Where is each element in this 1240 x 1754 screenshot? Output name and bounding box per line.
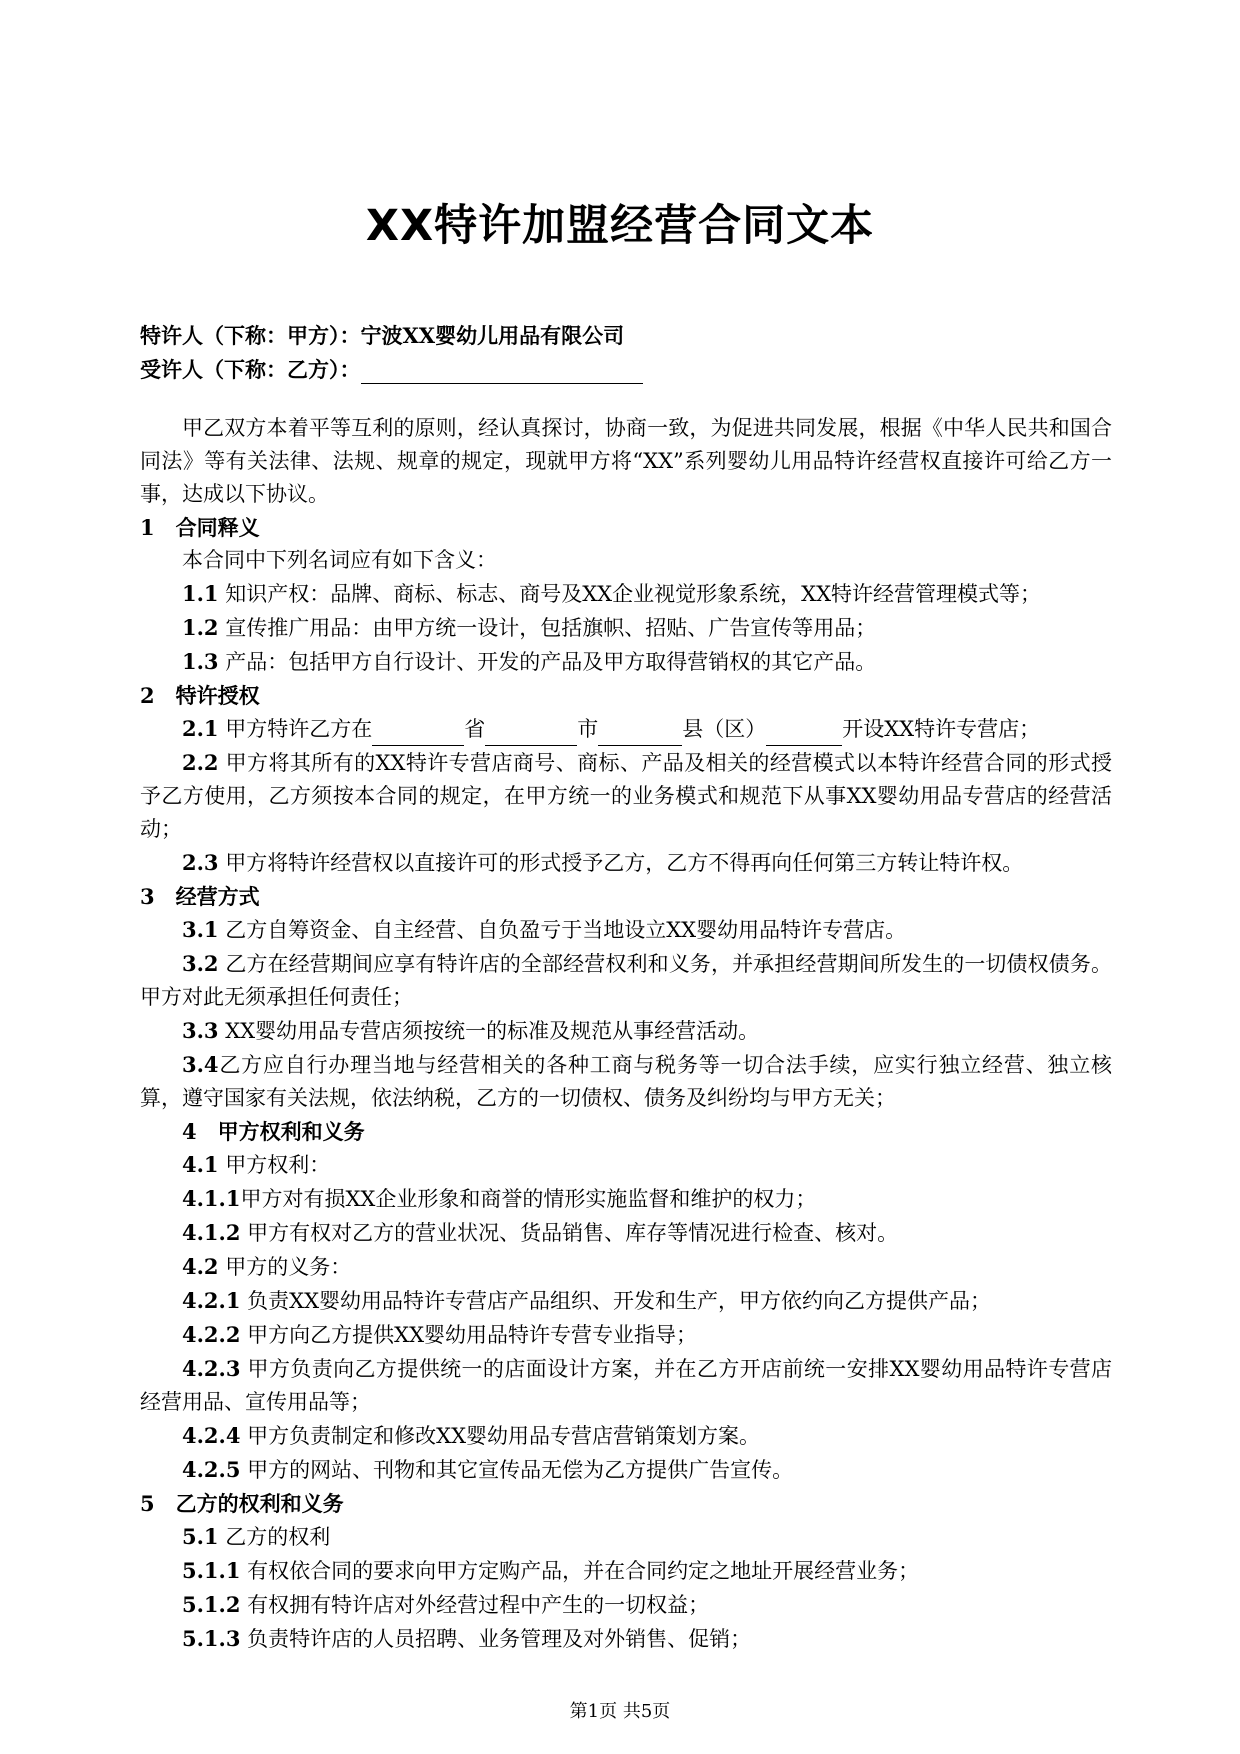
clause-4-2-4: 4.2.4 甲方负责制定和修改XX婴幼用品专营店营销策划方案。 [182,1423,761,1448]
intro-paragraph: 甲乙双方本着平等互利的原则，经认真探讨，协商一致，为促进共同发展，根据《中华人民共和国合同法》等有关法律、法规、规章的规定，现就甲方将“XX”系列婴幼儿用品特许经营权直接许可给乙方一事，达成以下协议。 [140,416,1112,506]
clause-2-1: 2.1 甲方特许乙方在 省 市 县（区） 开设XX特许专营店； [140,712,1112,746]
clause-5-1-2: 5.1.2 有权拥有特许店对外经营过程中产生的一切权益； [182,1592,710,1617]
party-a-line: 特许人（下称：甲方）：宁波XX婴幼儿用品有限公司 [140,323,625,348]
page-number: 第1页 共5页 [569,1701,671,1722]
clause-3-2: 3.2 乙方在经营期间应享有特许店的全部经营权利和义务，并承担经营期间所发生的一切债权债务。甲方对此无须承担任何责任； [140,951,1112,1009]
clause-5-1-1: 5.1.1 有权依合同的要求向甲方定购产品，并在合同约定之地址开展经营业务； [182,1558,920,1583]
document-title: XX特许加盟经营合同文本 [365,201,875,251]
clause-4-1-1: 4.1.1甲方对有损XX企业形象和商誉的情形实施监督和维护的权力； [182,1186,817,1211]
province-blank[interactable] [372,723,464,746]
location-blank[interactable] [766,723,842,746]
section-1-lead: 本合同中下列名词应有如下含义： [182,548,497,572]
clause-2-3: 2.3 甲方将特许经营权以直接许可的形式授予乙方，乙方不得再向任何第三方转让特许权。 [182,850,1024,875]
clause-5-1-3: 5.1.3 负责特许店的人员招聘、业务管理及对外销售、促销； [182,1626,752,1651]
county-blank[interactable] [598,723,682,746]
clause-1-2: 1.2 宣传推广用品：由甲方统一设计，包括旗帜、招贴、广告宣传等用品； [182,615,877,640]
contract-body [140,412,1112,1656]
section-3-heading: 3 经营方式 [140,884,260,909]
clause-3-4: 3.4乙方应自行办理当地与经营相关的各种工商与税务等一切合法手续，应实行独立经营、独立核算，遵守国家有关法规，依法纳税，乙方的一切债权、债务及纠纷均与甲方无关； [140,1052,1112,1110]
clause-4-2-3: 4.2.3 甲方负责向乙方提供统一的店面设计方案，并在乙方开店前统一安排XX婴幼用品特许专营店经营用品、宣传用品等； [140,1356,1112,1414]
clause-4-2-1: 4.2.1 负责XX婴幼用品特许专营店产品组织、开发和生产，甲方依约向乙方提供产品； [182,1288,992,1313]
section-1-heading: 1 合同释义 [140,515,260,540]
clause-1-1: 1.1 知识产权：品牌、商标、标志、商号及XX企业视觉形象系统，XX特许经营管理模式等； [182,581,1042,606]
party-b-blank[interactable] [361,361,643,384]
section-4-heading: 4 甲方权利和义务 [182,1119,365,1144]
clause-1-3: 1.3 产品：包括甲方自行设计、开发的产品及甲方取得营销权的其它产品。 [182,649,877,674]
clause-3-3: 3.3 XX婴幼用品专营店须按统一的标准及规范从事经营活动。 [182,1018,760,1043]
party-b-label: 受许人（下称：乙方）： [140,357,361,382]
clause-4-2-5: 4.2.5 甲方的网站、刊物和其它宣传品无偿为乙方提供广告宣传。 [182,1457,794,1482]
clause-4-1-2: 4.1.2 甲方有权对乙方的营业状况、货品销售、库存等情况进行检查、核对。 [182,1220,899,1245]
city-blank[interactable] [485,723,577,746]
clause-3-1: 3.1 乙方自筹资金、自主经营、自负盈亏于当地设立XX婴幼用品特许专营店。 [182,917,907,942]
clause-4-2-2: 4.2.2 甲方向乙方提供XX婴幼用品特许专营专业指导； [182,1322,698,1347]
clause-4-2: 4.2 甲方的义务： [182,1254,352,1279]
section-5-heading: 5 乙方的权利和义务 [140,1491,344,1516]
party-b-line [140,354,643,384]
clause-5-1: 5.1 乙方的权利 [182,1524,331,1549]
clause-4-1: 4.1 甲方权利： [182,1152,331,1177]
clause-2-2: 2.2 甲方将其所有的XX特许专营店商号、商标、产品及相关的经营模式以本特许经营合同的形式授予乙方使用，乙方须按本合同的规定，在甲方统一的业务模式和规范下从事XX婴幼用品专营店的经营活动； [140,750,1112,841]
section-2-heading: 2 特许授权 [140,683,260,708]
